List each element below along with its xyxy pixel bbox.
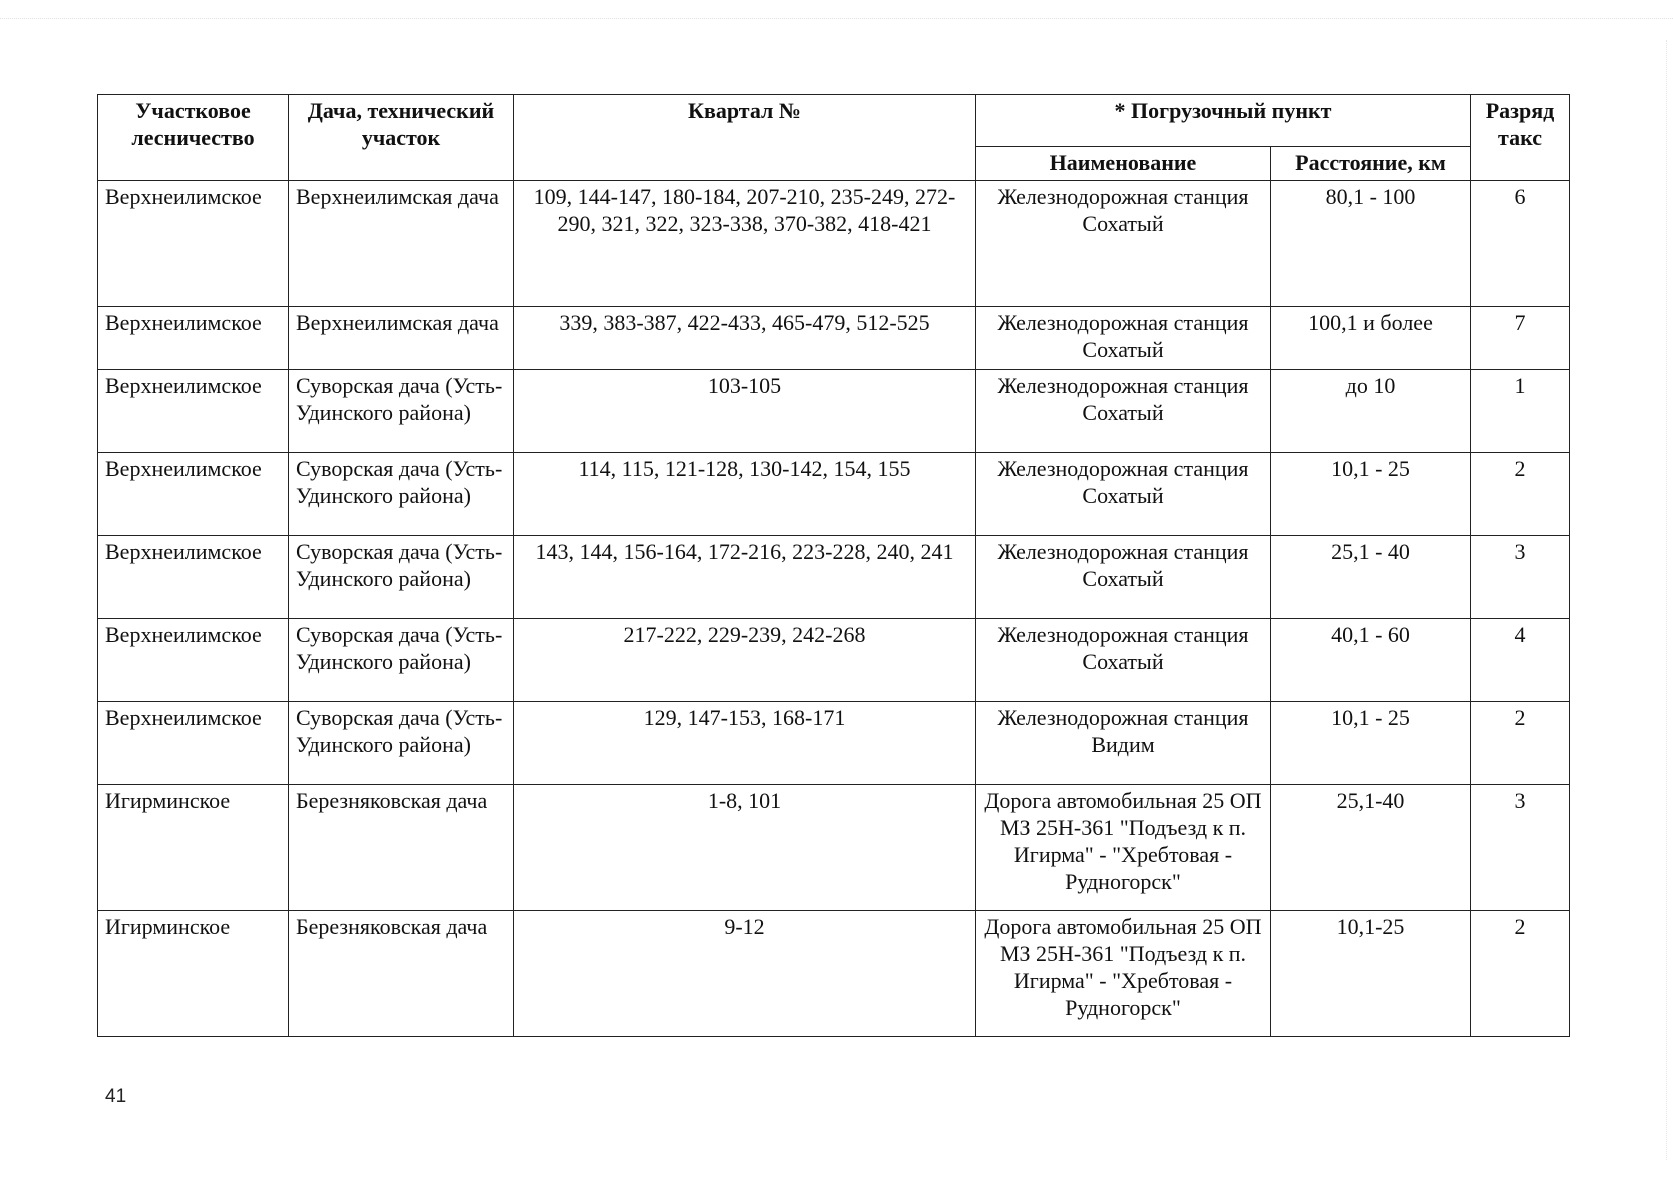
table-header [98, 95, 1570, 181]
table-row [98, 911, 1570, 1037]
cell-quarters: 339, 383-387, 422-433, 465-479, 512-525 [514, 307, 976, 370]
cell-point: Железнодорожная станция Сохатый [976, 307, 1271, 370]
cell-quarters: 1-8, 101 [514, 785, 976, 911]
cell-rank: 2 [1471, 911, 1570, 1037]
cell-quarters: 114, 115, 121-128, 130-142, 154, 155 [514, 453, 976, 536]
header-forestry: Участковое лесничество [98, 95, 289, 181]
cell-point: Железнодорожная станция Сохатый [976, 181, 1271, 307]
cell-quarters: 103-105 [514, 370, 976, 453]
loading-point-table [97, 94, 1570, 1037]
cell-quarters: 129, 147-153, 168-171 [514, 702, 976, 785]
cell-dacha: Суворская дача (Усть-Удинского района) [289, 370, 514, 453]
cell-distance: 40,1 - 60 [1271, 619, 1471, 702]
cell-point: Дорога автомобильная 25 ОП МЗ 25Н-361 "Подъезд к п. Игирма" - "Хребтовая - Рудногорск" [976, 785, 1271, 911]
cell-rank: 1 [1471, 370, 1570, 453]
cell-rank: 3 [1471, 536, 1570, 619]
table-row [98, 307, 1570, 370]
cell-forestry: Верхнеилимское [98, 453, 289, 536]
cell-forestry: Верхнеилимское [98, 307, 289, 370]
cell-dacha: Суворская дача (Усть-Удинского района) [289, 536, 514, 619]
table-row [98, 536, 1570, 619]
cell-forestry: Верхнеилимское [98, 181, 289, 307]
header-name: Наименование [976, 147, 1271, 181]
cell-distance: до 10 [1271, 370, 1471, 453]
header-loading-point: * Погрузочный пункт [976, 95, 1471, 147]
cell-quarters: 9-12 [514, 911, 976, 1037]
cell-forestry: Верхнеилимское [98, 702, 289, 785]
cell-forestry: Верхнеилимское [98, 536, 289, 619]
cell-rank: 4 [1471, 619, 1570, 702]
cell-forestry: Верхнеилимское [98, 370, 289, 453]
cell-forestry: Верхнеилимское [98, 619, 289, 702]
cell-dacha: Верхнеилимская дача [289, 181, 514, 307]
cell-distance: 25,1 - 40 [1271, 536, 1471, 619]
cell-forestry: Игирминское [98, 785, 289, 911]
cell-dacha: Верхнеилимская дача [289, 307, 514, 370]
cell-point: Дорога автомобильная 25 ОП МЗ 25Н-361 "Подъезд к п. Игирма" - "Хребтовая - Рудногорск" [976, 911, 1271, 1037]
page-number: 41 [105, 1086, 127, 1107]
header-distance: Расстояние, км [1271, 147, 1471, 181]
header-dacha: Дача, технический участок [289, 95, 514, 181]
cell-dacha: Суворская дача (Усть-Удинского района) [289, 453, 514, 536]
cell-dacha: Суворская дача (Усть-Удинского района) [289, 619, 514, 702]
table-row [98, 453, 1570, 536]
cell-dacha: Суворская дача (Усть-Удинского района) [289, 702, 514, 785]
table-row [98, 702, 1570, 785]
cell-distance: 100,1 и более [1271, 307, 1471, 370]
cell-point: Железнодорожная станция Видим [976, 702, 1271, 785]
cell-point: Железнодорожная станция Сохатый [976, 536, 1271, 619]
cell-dacha: Березняковская дача [289, 785, 514, 911]
cell-rank: 2 [1471, 453, 1570, 536]
cell-rank: 2 [1471, 702, 1570, 785]
cell-quarters: 143, 144, 156-164, 172-216, 223-228, 240, 241 [514, 536, 976, 619]
cell-point: Железнодорожная станция Сохатый [976, 453, 1271, 536]
cell-forestry: Игирминское [98, 911, 289, 1037]
cell-quarters: 109, 144-147, 180-184, 207-210, 235-249, 272-290, 321, 322, 323-338, 370-382, 418-421 [514, 181, 976, 307]
cell-distance: 10,1-25 [1271, 911, 1471, 1037]
table-row [98, 619, 1570, 702]
cell-distance: 10,1 - 25 [1271, 453, 1471, 536]
cell-distance: 25,1-40 [1271, 785, 1471, 911]
cell-rank: 6 [1471, 181, 1570, 307]
cell-quarters: 217-222, 229-239, 242-268 [514, 619, 976, 702]
table-row [98, 785, 1570, 911]
header-row [98, 95, 1570, 147]
table-body [98, 181, 1570, 1037]
cell-point: Железнодорожная станция Сохатый [976, 619, 1271, 702]
header-rank: Разряд такс [1471, 95, 1570, 181]
scan-edge-top [0, 18, 1673, 19]
table-row [98, 181, 1570, 307]
cell-distance: 10,1 - 25 [1271, 702, 1471, 785]
scan-edge-right [1666, 40, 1667, 1160]
cell-distance: 80,1 - 100 [1271, 181, 1471, 307]
table-row [98, 370, 1570, 453]
header-quarter: Квартал № [514, 95, 976, 181]
cell-point: Железнодорожная станция Сохатый [976, 370, 1271, 453]
cell-rank: 7 [1471, 307, 1570, 370]
cell-rank: 3 [1471, 785, 1570, 911]
cell-dacha: Березняковская дача [289, 911, 514, 1037]
